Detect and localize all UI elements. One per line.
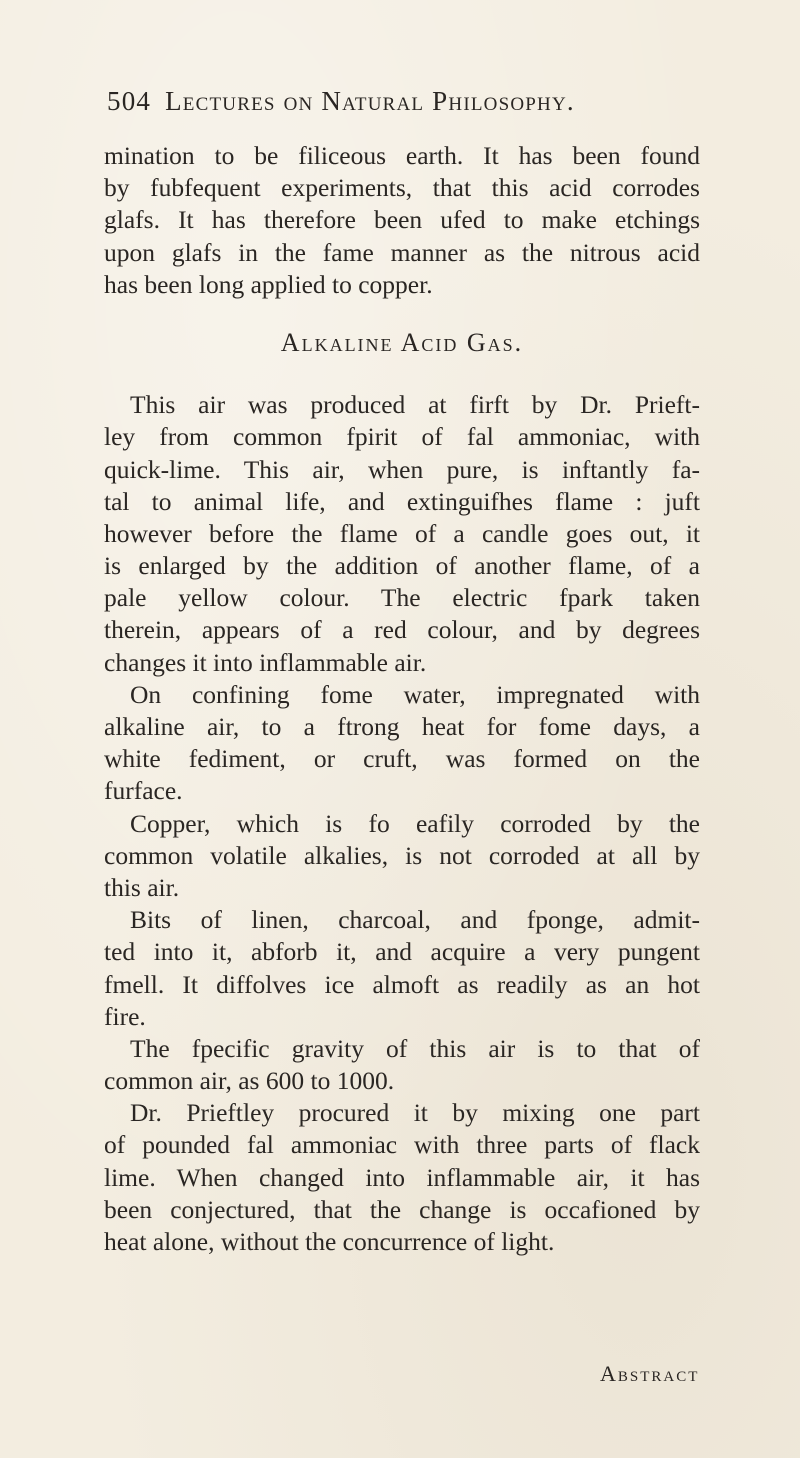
page-number: 504 [107,86,152,116]
text-line: On confining fome water, impregnated with [130,679,700,709]
text-line: therein, appears of a red colour, and by degrees [104,615,700,645]
text-line: alkaline air, to a ftrong heat for fome days, a [104,712,700,742]
section-heading: Alkaline Acid Gas. [280,327,524,357]
text-line: lime. When changed into inflammable air, it has [104,1162,700,1192]
text-line: been conjectured, that the change is occafioned by [104,1194,700,1224]
text-line: heat alone, without the concurrence of light. [104,1227,555,1257]
text-line: This air was produced at firft by Dr. Prieft- [130,390,700,420]
text-line: has been long applied to copper. [104,269,433,299]
text-line: furface. [104,776,183,806]
text-line: however before the flame of a candle goes out, it [104,518,700,548]
text-line: tal to animal life, and extinguifhes flame : juft [104,486,700,516]
text-line: Copper, which is fo eafily corroded by the [130,808,700,838]
text-line: fire. [104,1001,146,1031]
text-line: The fpecific gravity of this air is to that of [130,1033,700,1063]
text-line: of pounded fal ammoniac with three parts of flack [104,1130,700,1160]
text-block [104,140,700,1258]
text-line: this air. [104,872,180,902]
text-line: changes it into inflammable air. [104,647,427,677]
text-line: Dr. Prieftley procured it by mixing one part [130,1098,700,1128]
text-line: Bits of linen, charcoal, and fponge, admit- [130,905,700,935]
text-line: pale yellow colour. The electric fpark taken [104,583,700,613]
text-line: is enlarged by the addition of another flame, of a [104,551,700,581]
catchword: Abstract [600,1361,700,1386]
text-line: ley from common fpirit of fal ammoniac, with [104,422,700,452]
text-line: common volatile alkalies, is not corroded at all by [104,840,700,870]
text-line: glafs. It has therefore been ufed to make etchings [104,205,700,235]
text-line: fmell. It diffolves ice almoft as readily as an hot [104,969,700,999]
running-head [107,86,707,117]
section-body [104,389,700,1258]
running-title: Lectures on Natural Philosophy. [165,86,575,116]
text-line: by fubfequent experiments, that this acid corrodes [104,173,700,203]
text-line: ted into it, abforb it, and acquire a very pungent [104,937,700,967]
text-line: upon glafs in the fame manner as the nitrous acid [104,237,700,267]
text-line: quick-lime. This air, when pure, is inftantly fa- [104,454,700,484]
text-line: white fediment, or cruft, was formed on the [104,744,700,774]
text-line: mination to be filiceous earth. It has been found [104,141,700,170]
text-line: common air, as 600 to 1000. [104,1066,395,1096]
paragraph-continued [104,140,700,301]
